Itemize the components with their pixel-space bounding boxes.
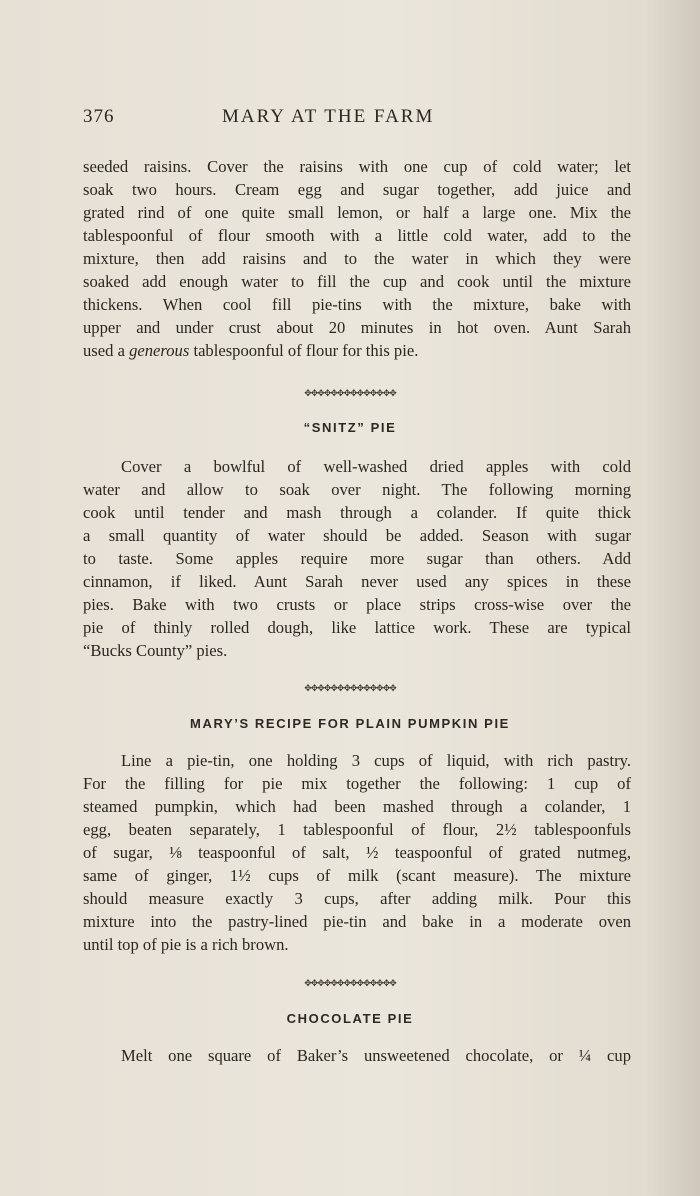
text-line: Melt one square of Baker’s unsweetened chocolate, or ¼ cup [121,1046,631,1065]
page-number: 376 [83,106,115,127]
text-line: Line a pie-tin, one holding 3 cups of liquid, with rich pastry. [121,751,631,770]
text-line: soak two hours. Cream egg and sugar together, add juice and [83,180,631,199]
text-line: same of ginger, 1½ cups of milk (scant measure). The mixture [83,866,631,885]
continued-recipe-paragraph [83,155,631,362]
text-line: upper and under crust about 20 minutes in hot oven. Aunt Sarah [83,318,631,337]
recipe-body-snitz-pie [83,455,631,662]
ornament-divider: ✥✥✥✥✥✥✥✥✥✥✥✥✥✥ [304,978,396,988]
text-line: grated rind of one quite small lemon, or half a large one. Mix the [83,203,631,222]
text-line: thickens. When cool fill pie-tins with the mixture, bake with [83,295,631,314]
recipe-title-snitz-pie: “SNITZ” PIE [303,420,397,435]
ornament-divider: ✥✥✥✥✥✥✥✥✥✥✥✥✥✥ [304,388,396,398]
text-line: until top of pie is a rich brown. [83,935,289,954]
text-fragment: tablespoonful of flour for this pie. [189,341,419,360]
ornament-divider: ✥✥✥✥✥✥✥✥✥✥✥✥✥✥ [304,683,396,693]
text-line: steamed pumpkin, which had been mashed through a colander, 1 [83,797,631,816]
emphasis-text: generous [129,341,190,360]
text-line: tablespoonful of flour smooth with a little cold water, add to the [83,226,631,245]
text-line: egg, beaten separately, 1 tablespoonful of flour, 2½ tablespoonfuls [83,820,631,839]
text-line: to taste. Some apples require more sugar than others. Add [83,549,631,568]
text-line: pie of thinly rolled dough, like lattice work. These are typical [83,618,631,637]
recipe-body-pumpkin-pie [83,749,631,956]
page-header [83,106,633,132]
text-line: soaked add enough water to fill the cup and cook until the mixture [83,272,631,291]
text-line: pies. Bake with two crusts or place strips cross-wise over the [83,595,631,614]
text-line: “Bucks County” pies. [83,641,228,660]
text-line: should measure exactly 3 cups, after adding milk. Pour this [83,889,631,908]
text-line: cook until tender and mash through a colander. If quite thick [83,503,631,522]
recipe-body-chocolate-pie [83,1044,631,1067]
text-line: cinnamon, if liked. Aunt Sarah never used any spices in these [83,572,631,591]
text-line: seeded raisins. Cover the raisins with one cup of cold water; let [83,157,631,176]
text-line: mixture, then add raisins and to the water in which they were [83,249,631,268]
text-line: For the filling for pie mix together the following: 1 cup of [83,774,631,793]
text-line: mixture into the pastry-lined pie-tin and bake in a moderate oven [83,912,631,931]
text-fragment: used a [83,341,130,360]
recipe-title-pumpkin-pie: MARY’S RECIPE FOR PLAIN PUMPKIN PIE [190,716,510,731]
text-line: a small quantity of water should be added. Season with sugar [83,526,631,545]
text-line: Cover a bowlful of well-washed dried apples with cold [121,457,631,476]
text-line: of sugar, ⅛ teaspoonful of salt, ½ teaspoonful of grated nutmeg, [83,843,631,862]
text-line [83,339,631,362]
recipe-title-chocolate-pie: CHOCOLATE PIE [286,1011,414,1026]
text-line: water and allow to soak over night. The following morning [83,480,631,499]
running-title: MARY AT THE FARM [222,106,435,127]
